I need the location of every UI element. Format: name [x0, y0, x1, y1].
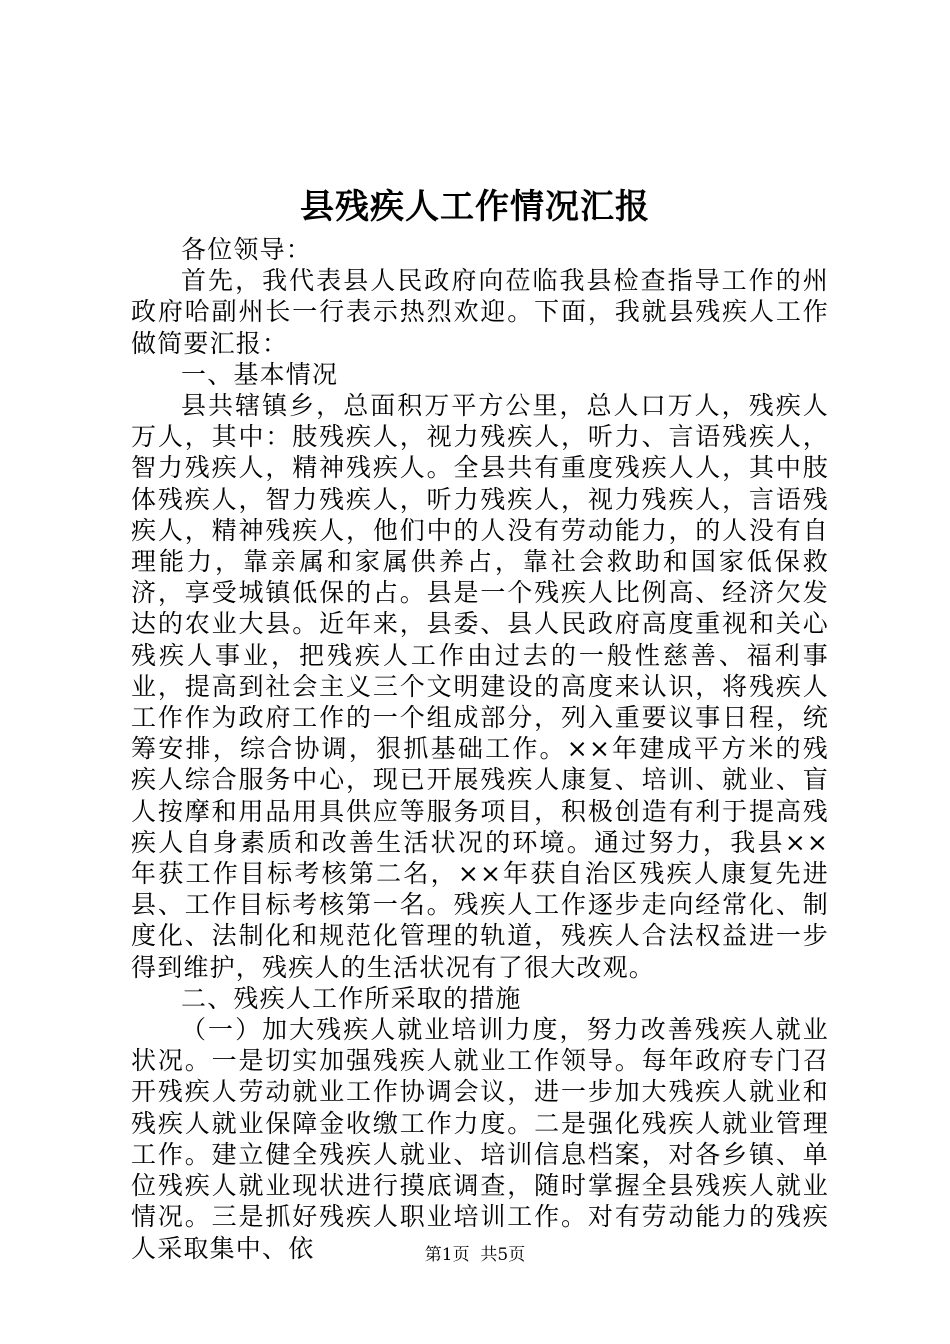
document-title: 县残疾人工作情况汇报 — [300, 187, 650, 227]
salutation-paragraph: 各位领导： — [181, 235, 313, 264]
page-number: 第1页 — [424, 1245, 470, 1265]
total-pages: 共5页 — [480, 1245, 526, 1265]
section-heading-measures: 二、残疾人工作所采取的措施 — [181, 983, 522, 1013]
basic-situation-paragraph: 县共辖镇乡，总面积万平方公里，总人口万人，残疾人万人，其中：肢残疾人，视力残疾人，听力、言语残疾人，智力残疾人，精神残疾人。全县共有重度残疾人人，其中肢体残疾人，智力残疾人，听力残疾人，视力残疾人，言语残疾人，精神残疾人，他们中的人没有劳动能力，的人没有自理能力，靠亲属和家属供养占，靠社会救助和国家低保救济，享受城镇低保的占。县是一个残疾人比例高、经济欠发达的农业大县。近年来，县委、县人民政府高度重视和关心残疾人事业，把残疾人工作由过去的一般性慈善、福利事业，提高到社会主义三个文明建设的高度来认识，将残疾人工作作为政府工作的一个组成部分，列入重要议事日程，统筹安排，综合协调，狠抓基础工作。××年建成平方米的残疾人综合服务中心，现已开展残疾人康复、培训、就业、盲人按摩和用品用具供应等服务项目，积极创造有利于提高残疾人自身素质和改善生活状况的环境。通过努力，我县××年获工作目标考核第二名，××年获自治区残疾人康复先进县、工作目标考核第一名。残疾人工作逐步走向经常化、制度化、法制化和规范化管理的轨道，残疾人合法权益进一步得到维护，残疾人的生活状况有了很大改观。 — [131, 391, 829, 982]
section-heading-basic: 一、基本情况 — [181, 359, 339, 389]
page-footer — [0, 1243, 950, 1267]
intro-paragraph: 首先，我代表县人民政府向莅临我县检查指导工作的州政府哈副州长一行表示热烈欢迎。下面，我就县残疾人工作做简要汇报： — [131, 266, 829, 358]
measures-paragraph: （一）加大残疾人就业培训力度，努力改善残疾人就业状况。一是切实加强残疾人就业工作领导。每年政府专门召开残疾人劳动就业工作协调会议，进一步加大残疾人就业和残疾人就业保障金收缴工作力度。二是强化残疾人就业管理工作。建立健全残疾人就业、培训信息档案，对各乡镇、单位残疾人就业现状进行摸底调查，随时掌握全县残疾人就业情况。三是抓好残疾人职业培训工作。对有劳动能力的残疾人采取集中、依 — [131, 1015, 829, 1263]
document-body — [131, 234, 829, 1264]
